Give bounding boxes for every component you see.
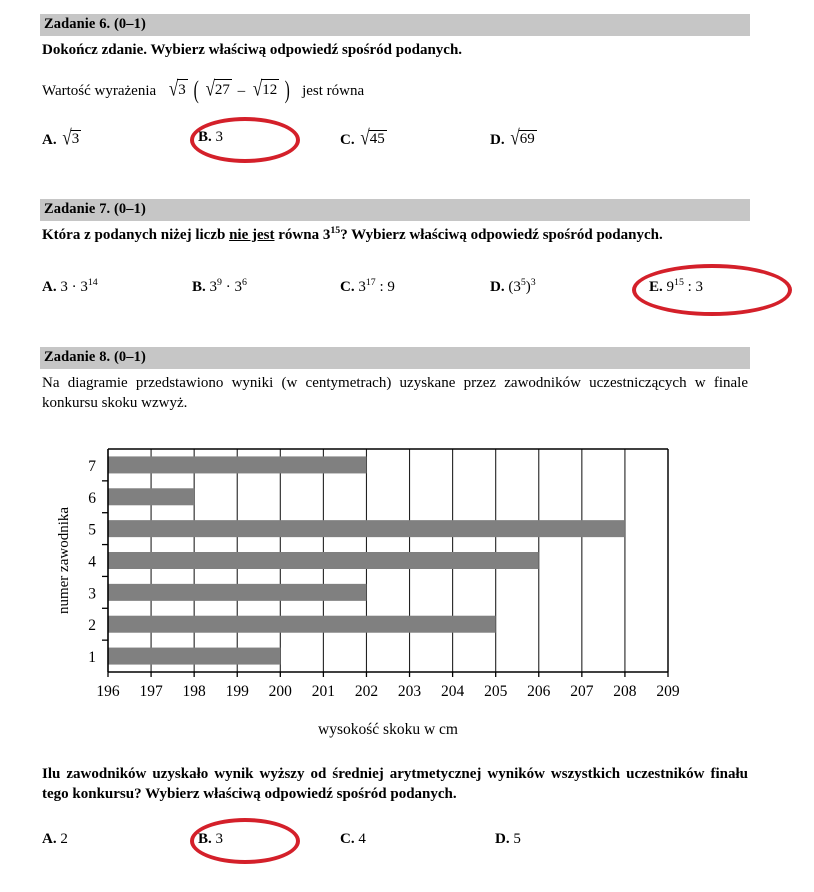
answer-b-exponent: 9 [217, 277, 222, 288]
answer-option-e[interactable] [649, 279, 703, 296]
bar-competitor-1 [108, 648, 280, 665]
answer-option-a[interactable] [42, 279, 98, 296]
task-7-prompt [40, 221, 750, 245]
answer-option-d[interactable] [490, 279, 536, 296]
chart-xtick-label-209: 209 [656, 683, 680, 700]
answer-b-exponent2: 6 [241, 277, 247, 288]
task-8-question-block [40, 764, 750, 859]
chart-xtick-label-201: 201 [311, 683, 336, 700]
answer-c-label: C. [340, 831, 355, 847]
bar-competitor-2 [108, 616, 496, 633]
bar-competitor-6 [108, 488, 194, 505]
bar-competitor-5 [108, 520, 625, 537]
answer-a-sqrt: √3 [62, 125, 80, 150]
task-8-question: Ilu zawodników uzyskało wynik wyższy od średniej arytmetycznej wyników wszystkich uczestników finału tego konkursu? Wybierz właściwą odpowiedź spośród podanych. [42, 766, 748, 802]
answer-a-value: 2 [60, 831, 68, 847]
chart-svg [0, 440, 814, 740]
chart-xtick-label-208: 208 [613, 683, 637, 700]
chart-xlabel: wysokość skoku w cm [318, 721, 458, 738]
answer-d-base: (3 [508, 279, 521, 295]
answer-c-value: 4 [358, 831, 366, 847]
sqrt-3: √3 [168, 76, 186, 101]
sqrt-27: √27 [205, 76, 230, 101]
answer-option-c[interactable] [340, 831, 366, 848]
answer-b-value: 3 [215, 831, 224, 847]
answer-option-b[interactable] [198, 129, 223, 146]
answer-option-c[interactable] [340, 125, 387, 150]
chart-ytick-label-6: 6 [88, 489, 96, 507]
answer-d-label: D. [490, 279, 505, 295]
chart-xtick-label-200: 200 [268, 683, 292, 700]
stem-prefix: Wartość wyrażenia [42, 83, 157, 99]
answer-option-a[interactable] [42, 125, 81, 150]
chart-ytick-label-3: 3 [88, 585, 96, 603]
answer-a-exponent: 14 [87, 277, 98, 288]
minus-sign: – [237, 83, 246, 99]
answer-d-exponent2: 3 [530, 277, 536, 288]
sqrt-12: √12 [252, 76, 278, 101]
task-8-intro: Na diagramie przedstawiono wyniki (w centymetrach) uzyskane przez zawodników uczestniczących w finale konkursu skoku wzwyż. [42, 375, 748, 411]
chart-ylabel: numer zawodnika [56, 506, 72, 615]
answer-a-label: A. [42, 831, 57, 847]
answer-option-a[interactable] [42, 831, 68, 848]
task-7-prompt-underlined: nie jest [229, 227, 275, 243]
open-paren: ( [193, 77, 199, 104]
task-7-header: Zadanie 7. (0–1) [40, 199, 750, 221]
chart-xtick-label-207: 207 [570, 683, 594, 700]
answer-e-exponent: 15 [674, 277, 684, 288]
answer-b-label: B. [192, 279, 206, 295]
answer-d-radicand: 69 [519, 131, 535, 147]
chart-xtick-label-197: 197 [139, 683, 163, 700]
chart-xtick-label-198: 198 [182, 683, 206, 700]
answer-e-tail: : 3 [683, 279, 704, 295]
chart-xtick-label-202: 202 [354, 683, 379, 700]
answer-b-label: B. [198, 129, 212, 145]
answer-option-c[interactable] [340, 279, 395, 296]
answer-c-label: C. [340, 279, 355, 295]
task-zadanie-7 [40, 199, 750, 307]
radicand-3: 12 [261, 79, 279, 100]
math-expression [167, 76, 295, 104]
bar-competitor-3 [108, 584, 366, 601]
close-paren: ) [284, 77, 290, 104]
answer-d-exponent: 5 [520, 277, 526, 288]
answer-d-sqrt: √69 [510, 125, 535, 150]
answer-b-tail: · 3 [221, 279, 242, 295]
bar-competitor-4 [108, 552, 539, 569]
chart-xtick-label-206: 206 [527, 683, 551, 700]
chart-ytick-label-2: 2 [88, 617, 96, 635]
answer-e-base: 9 [666, 279, 675, 295]
answer-option-d[interactable] [495, 831, 521, 848]
answer-a-base: 3 · 3 [60, 279, 88, 295]
chart-xtick-label-205: 205 [484, 683, 508, 700]
answer-d-value: 5 [513, 831, 521, 847]
task-7-prompt-part3: ? Wybierz właściwą odpowiedź spośród podanych. [340, 227, 663, 243]
task-8-answers [40, 825, 750, 859]
chart-ytick-label-1: 1 [88, 649, 96, 667]
radicand-2: 27 [214, 79, 232, 100]
answer-d-label: D. [490, 132, 505, 148]
task-6-prompt: Dokończ zdanie. Wybierz właściwą odpowiedź spośród podanych. [42, 42, 463, 58]
task-6-header: Zadanie 6. (0–1) [40, 14, 750, 36]
answer-c-label: C. [340, 132, 355, 148]
bar-competitor-7 [108, 456, 366, 473]
answer-a-label: A. [42, 279, 57, 295]
answer-e-label: E. [649, 279, 663, 295]
answer-option-b[interactable] [192, 279, 247, 296]
task-7-prompt-part2: równa 3 [274, 227, 331, 243]
chart-ytick-label-4: 4 [88, 553, 96, 571]
chart-xtick-label-203: 203 [397, 683, 422, 700]
answer-c-radicand: 45 [369, 131, 385, 147]
radicand-1: 3 [177, 79, 188, 100]
answer-a-radicand: 3 [71, 131, 80, 147]
chart-xtick-label-199: 199 [225, 683, 249, 700]
answer-c-exponent: 17 [365, 277, 376, 288]
task-zadanie-8 [40, 347, 750, 413]
answer-a-label: A. [42, 132, 57, 148]
answer-b-label: B. [198, 831, 212, 847]
task-6-answers [40, 123, 750, 157]
jump-height-bar-chart [0, 440, 814, 740]
answer-option-b[interactable] [198, 831, 223, 848]
answer-c-tail: : 9 [375, 279, 395, 295]
answer-c-sqrt: √45 [360, 125, 385, 150]
chart-ytick-label-5: 5 [88, 521, 96, 539]
task-zadanie-6 [40, 14, 750, 157]
task-7-answers [40, 273, 750, 307]
answer-d-label: D. [495, 831, 510, 847]
task-6-stem [40, 60, 750, 104]
task-7-prompt-part1: Która z podanych niżej liczb [42, 227, 230, 243]
answer-option-d[interactable] [490, 125, 537, 150]
stem-suffix: jest równa [302, 83, 365, 99]
chart-xtick-label-196: 196 [96, 683, 120, 700]
task-7-prompt-exponent: 15 [330, 225, 341, 236]
chart-ytick-label-7: 7 [88, 457, 96, 475]
answer-c-base: 3 [358, 279, 366, 295]
answer-b-value: 3 [215, 129, 224, 145]
answer-d-tail: ) [525, 279, 531, 295]
chart-xtick-label-204: 204 [440, 683, 465, 700]
task-8-header: Zadanie 8. (0–1) [40, 347, 750, 369]
answer-b-base: 3 [209, 279, 218, 295]
